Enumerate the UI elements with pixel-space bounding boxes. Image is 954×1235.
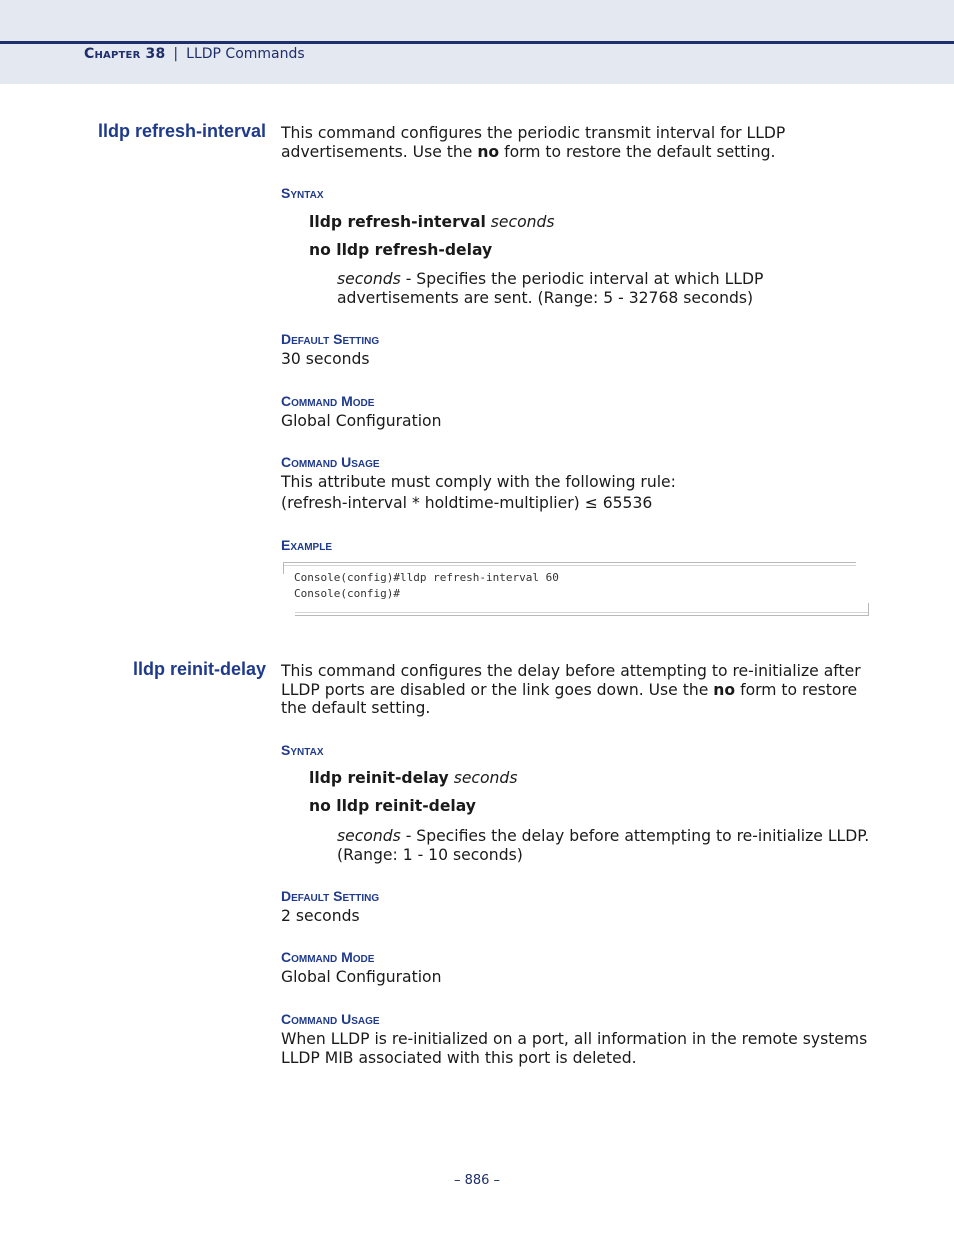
command-description: This command configures the periodic transmit interval for LLDP advertisements. Use the no form to restore the default setting. <box>281 124 786 161</box>
header-rule <box>0 41 954 44</box>
running-header <box>84 46 305 62</box>
command-usage-text: This attribute must comply with the following rule: <box>281 473 676 491</box>
example-code-block <box>283 562 869 616</box>
command-mode-heading: Command Mode <box>281 949 375 965</box>
default-setting-value: 30 seconds <box>281 350 370 368</box>
command-usage-heading: Command Usage <box>281 454 380 470</box>
default-setting-heading: Default Setting <box>281 331 380 347</box>
code-line: Console(config)#lldp refresh-interval 60 <box>294 571 559 584</box>
syntax-command: lldp refresh-interval seconds <box>309 213 555 231</box>
page-number: – 886 – <box>453 1173 501 1188</box>
command-mode-heading: Command Mode <box>281 393 375 409</box>
command-usage-rule: (refresh-interval * holdtime-multiplier) ≤ 65536 <box>281 494 653 512</box>
syntax-heading: Syntax <box>281 742 324 758</box>
example-heading: Example <box>281 537 333 553</box>
command-mode-value: Global Configuration <box>281 412 442 430</box>
default-setting-value: 2 seconds <box>281 907 360 925</box>
command-usage-heading: Command Usage <box>281 1011 380 1027</box>
chapter-title: LLDP Commands <box>186 46 305 62</box>
syntax-command: lldp reinit-delay seconds <box>309 769 518 787</box>
syntax-heading: Syntax <box>281 185 324 201</box>
syntax-no-command: no lldp reinit-delay <box>309 797 476 815</box>
command-usage-text: When LLDP is re-initialized on a port, all information in the remote systems LLDP MIB associated with this port is deleted. <box>281 1030 868 1067</box>
command-title: lldp reinit-delay <box>132 659 266 679</box>
chapter-label: Chapter 38 <box>84 46 166 62</box>
code-line: Console(config)# <box>294 587 400 600</box>
command-mode-value: Global Configuration <box>281 968 442 986</box>
header-separator: | <box>173 46 179 62</box>
command-title: lldp refresh-interval <box>97 121 266 141</box>
parameter-description: seconds - Specifies the periodic interval at which LLDP advertisements are sent. (Range: 5 - 32768 seconds) <box>337 270 764 307</box>
syntax-no-command: no lldp refresh-delay <box>309 241 493 259</box>
default-setting-heading: Default Setting <box>281 888 380 904</box>
parameter-description: seconds - Specifies the delay before attempting to re-initialize LLDP. (Range: 1 - 10 seconds) <box>337 827 870 864</box>
command-description: This command configures the delay before attempting to re-initialize after LLDP ports are disabled or the link goes down. Use the no form to restore the default setting. <box>281 662 861 718</box>
